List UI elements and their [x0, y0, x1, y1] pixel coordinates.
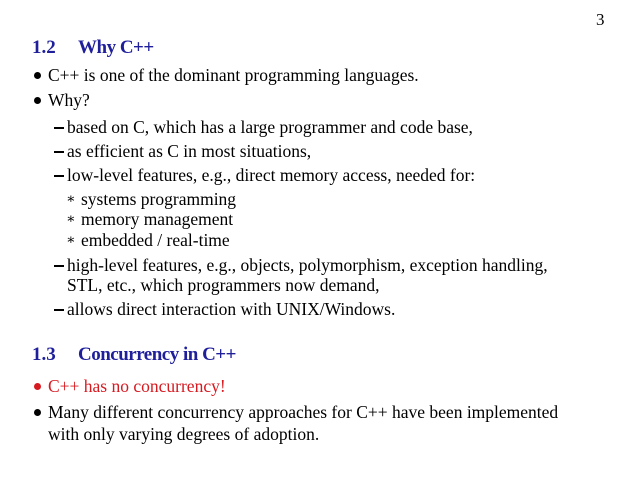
sub-item-text: high-level features, e.g., objects, polymorphism, exception handling,	[67, 255, 548, 275]
sub-sub-item-text: embedded / real-time	[81, 230, 230, 250]
bullet-dot-icon	[34, 409, 41, 416]
section-number: 1.3	[32, 344, 56, 365]
section-title: Why C++	[78, 37, 154, 58]
sub-item-text: allows direct interaction with UNIX/Windows.	[67, 299, 396, 319]
dash-icon	[54, 151, 64, 153]
sub-item-continuation	[67, 274, 380, 296]
bullet-text: Many different concurrency approaches for C++ have been implemented	[48, 402, 559, 422]
asterisk-icon: ∗	[66, 233, 76, 248]
sub-item-text: low-level features, e.g., direct memory access, needed for:	[67, 165, 476, 185]
asterisk-icon: ∗	[66, 192, 76, 207]
bullet-dot-icon	[34, 97, 41, 104]
bullet-text: C++ is one of the dominant programming languages.	[48, 65, 419, 85]
dash-icon	[54, 127, 64, 129]
sub-item-text: based on C, which has a large programmer and code base,	[67, 117, 473, 137]
bullet-text: with only varying degrees of adoption.	[48, 424, 320, 444]
dash-icon	[54, 309, 64, 311]
section-heading-concurrency	[32, 343, 236, 367]
section-title: Concurrency in C++	[78, 344, 236, 365]
bullet-dot-icon	[34, 72, 41, 79]
bullet-continuation	[48, 423, 319, 445]
sub-item-text: STL, etc., which programmers now demand,	[67, 275, 380, 295]
dash-icon	[54, 175, 64, 177]
sub-sub-item-text: memory management	[81, 209, 234, 229]
sub-item-text: as efficient as C in most situations,	[67, 141, 312, 161]
asterisk-icon: ∗	[66, 212, 76, 227]
page-number: 3	[596, 10, 605, 29]
section-number: 1.2	[32, 37, 56, 58]
bullet-text: C++ has no concurrency!	[48, 376, 226, 396]
dash-icon	[54, 265, 64, 267]
section-heading-why-cpp	[32, 36, 154, 60]
bullet-dot-icon	[34, 383, 41, 390]
bullet-text: Why?	[48, 90, 90, 110]
sub-sub-item-text: systems programming	[81, 189, 237, 209]
